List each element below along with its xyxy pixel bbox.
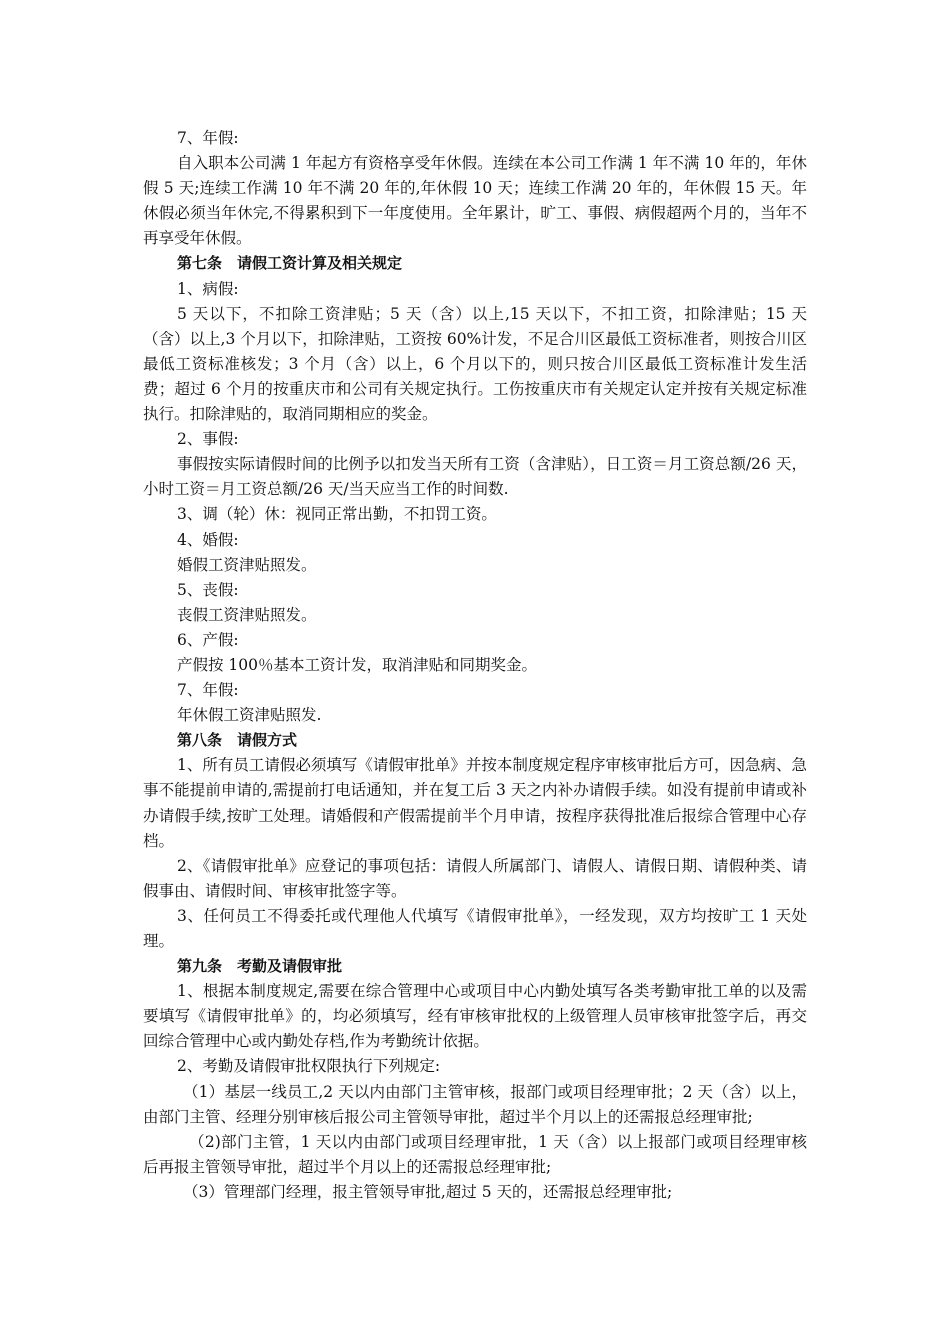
heading-annual-leave: 7、年假: bbox=[177, 129, 239, 147]
heading-sick-leave: 1、病假: bbox=[177, 279, 239, 298]
heading-maternity-leave: 6、产假: bbox=[177, 630, 239, 649]
heading-funeral-leave: 5、丧假: bbox=[177, 580, 239, 599]
paragraph-sick-leave: 5 天以下，不扣除工资津贴；5 天（含）以上,15 天以下，不扣工资，扣除津贴；15 天（含）以上,3 个月以下，扣除津贴，工资按 60%计发，不足合川区最低工资标准者，则按合川区最低工资标准核发；3 个月（含）以上，6 个月以下的，则只按合川区最低工资标准计发生活费；超过 6 个月的按重庆市和公司有关规定执行。工伤按重庆市有关规定认定并按有关规定标准执行。扣除津贴的，取消同期相应的奖金。 bbox=[143, 304, 807, 424]
paragraph-annual-leave: 自入职本公司满 1 年起方有资格享受年休假。连续在本公司工作满 1 年不满 10 年的，年休假 5 天;连续工作满 10 年不满 20 年的,年休假 10 天；连续工作满 20 年的，年休假 15 天。年休假必须当年休完,不得累积到下一年度使用。全年累计，旷工、事假、病假超两个月的，当年不再享受年休假。 bbox=[143, 154, 807, 248]
article-9-title: 第九条 考勤及请假审批 bbox=[177, 957, 343, 976]
paragraph-leave-procedure-2: 2、《请假审批单》应登记的事项包括：请假人所属部门、请假人、请假日期、请假种类、请假事由、请假时间、审核审批签字等。 bbox=[143, 856, 807, 900]
article-8-title: 第八条 请假方式 bbox=[177, 731, 298, 750]
paragraph-approval-1: 1、根据本制度规定,需要在综合管理中心或项目中心内勤处填写各类考勤审批工单的以及需要填写《请假审批单》的，均必须填写，经有审核审批权的上级管理人员审核审批签字后，再交回综合管理中心或内勤处存档,作为考勤统计依据。 bbox=[143, 982, 807, 1051]
paragraph-personal-leave: 事假按实际请假时间的比例予以扣发当天所有工资（含津贴），日工资＝月工资总额/26 天，小时工资＝月工资总额/26 天/当天应当工作的时间数. bbox=[143, 455, 807, 499]
paragraph-leave-procedure-1: 1、所有员工请假必须填写《请假审批单》并按本制度规定程序审核审批后方可，因急病、急事不能提前申请的,需提前打电话通知，并在复工后 3 天之内补办请假手续。如没有提前申请或补办请假手续,按旷工处理。请婚假和产假需提前半个月申请，按程序获得批准后报综合管理中心存档。 bbox=[143, 756, 807, 850]
paragraph-funeral-leave: 丧假工资津贴照发。 bbox=[177, 605, 317, 624]
paragraph-maternity-leave: 产假按 100％基本工资计发，取消津贴和同期奖金。 bbox=[177, 655, 538, 674]
heading-marriage-leave: 4、婚假: bbox=[177, 530, 239, 549]
paragraph-approval-2-2: （2)部门主管，1 天以内由部门或项目经理审批，1 天（含）以上报部门或项目经理审核后再报主管领导审批，超过半个月以上的还需报总经理审批; bbox=[143, 1132, 807, 1176]
paragraph-annual-leave-pay: 年休假工资津贴照发. bbox=[177, 706, 322, 725]
paragraph-approval-2-1: （1）基层一线员工,2 天以内由部门主管审核，报部门或项目经理审批；2 天（含）以上，由部门主管、经理分别审核后报公司主管领导审批，超过半个月以上的还需报总经理审批; bbox=[143, 1082, 807, 1126]
heading-personal-leave: 2、事假: bbox=[177, 430, 239, 449]
document-body bbox=[143, 126, 807, 1205]
paragraph-marriage-leave: 婚假工资津贴照发。 bbox=[177, 555, 317, 574]
paragraph-leave-procedure-3: 3、任何员工不得委托或代理他人代填写《请假审批单》，一经发现，双方均按旷工 1 天处理。 bbox=[143, 906, 807, 950]
paragraph-approval-2-3: （3）管理部门经理，报主管领导审批,超过 5 天的，还需报总经理审批; bbox=[183, 1182, 673, 1201]
heading-annual-leave-pay: 7、年假: bbox=[177, 681, 239, 700]
paragraph-approval-2: 2、考勤及请假审批权限执行下列规定: bbox=[177, 1057, 441, 1076]
article-7-title: 第七条 请假工资计算及相关规定 bbox=[177, 254, 403, 273]
paragraph-compensatory-leave: 3、调（轮）休：视同正常出勤，不扣罚工资。 bbox=[177, 505, 497, 524]
